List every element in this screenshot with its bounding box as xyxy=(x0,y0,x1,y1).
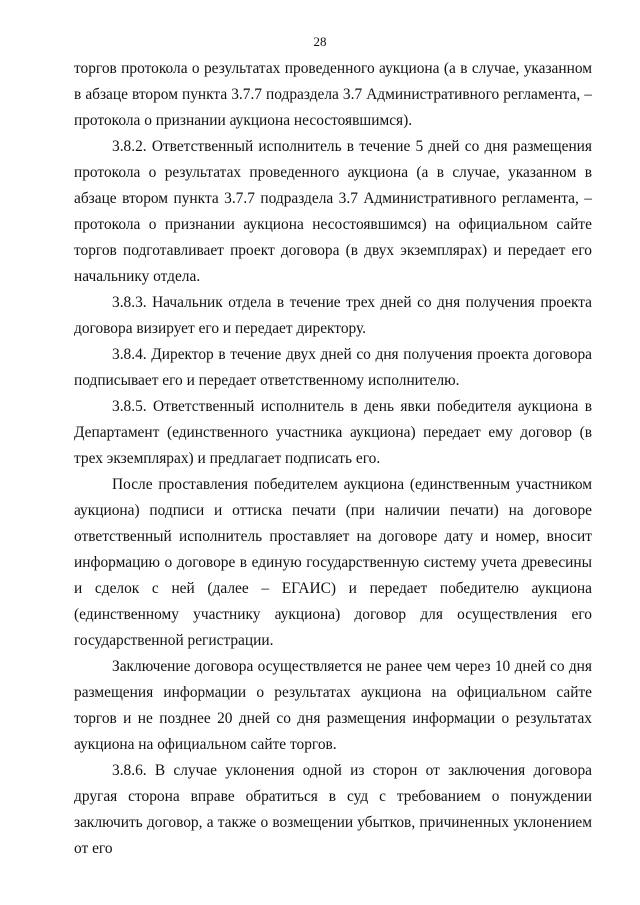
paragraph-signing: После проставления победителем аукциона (единственным участником аукциона) подписи и оттиска печати (при наличии печати) на договоре ответственный исполнитель проставляет на договоре дату и номер, вносит информацию о договоре в единую государственную систему учета древесины и сделок с ней (далее – ЕГАИС) и передает победителю аукциона (единственному участнику аукциона) договор для осуществления его государственной регистрации. xyxy=(74,476,592,649)
document-body xyxy=(74,56,592,862)
paragraph-3-8-6: 3.8.6. В случае уклонения одной из сторон от заключения договора другая сторона вправе обратиться в суд с требованием о понуждении заключить договор, а также о возмещении убытков, причиненных уклонением от его xyxy=(74,762,592,857)
paragraph-contract-term: Заключение договора осуществляется не ранее чем через 10 дней со дня размещения информации о результатах аукциона на официальном сайте торгов и не позднее 20 дней со дня размещения информации о результатах аукциона на официальном сайте торгов. xyxy=(74,658,592,753)
paragraph-continuation: торгов протокола о результатах проведенного аукциона (а в случае, указанном в абзаце втором пункта 3.7.7 подраздела 3.7 Административного регламента, – протокола о признании аукциона несостоявшимся). xyxy=(74,60,592,129)
paragraph-3-8-3: 3.8.3. Начальник отдела в течение трех дней со дня получения проекта договора визирует его и передает директору. xyxy=(74,294,592,337)
paragraph-3-8-4: 3.8.4. Директор в течение двух дней со дня получения проекта договора подписывает его и передает ответственному исполнителю. xyxy=(74,346,592,389)
paragraph-3-8-2: 3.8.2. Ответственный исполнитель в течение 5 дней со дня размещения протокола о результатах проведенного аукциона (а в случае, указанном в абзаце втором пункта 3.7.7 подраздела 3.7 Административного регламента, – протокола о признании аукциона несостоявшимся) на официальном сайте торгов подготавливает проект договора (в двух экземплярах) и передает его начальнику отдела. xyxy=(74,138,592,285)
paragraph-3-8-5: 3.8.5. Ответственный исполнитель в день явки победителя аукциона в Департамент (единственного участника аукциона) передает ему договор (в трех экземплярах) и предлагает подписать его. xyxy=(74,398,592,467)
page-number: 28 xyxy=(313,34,327,49)
